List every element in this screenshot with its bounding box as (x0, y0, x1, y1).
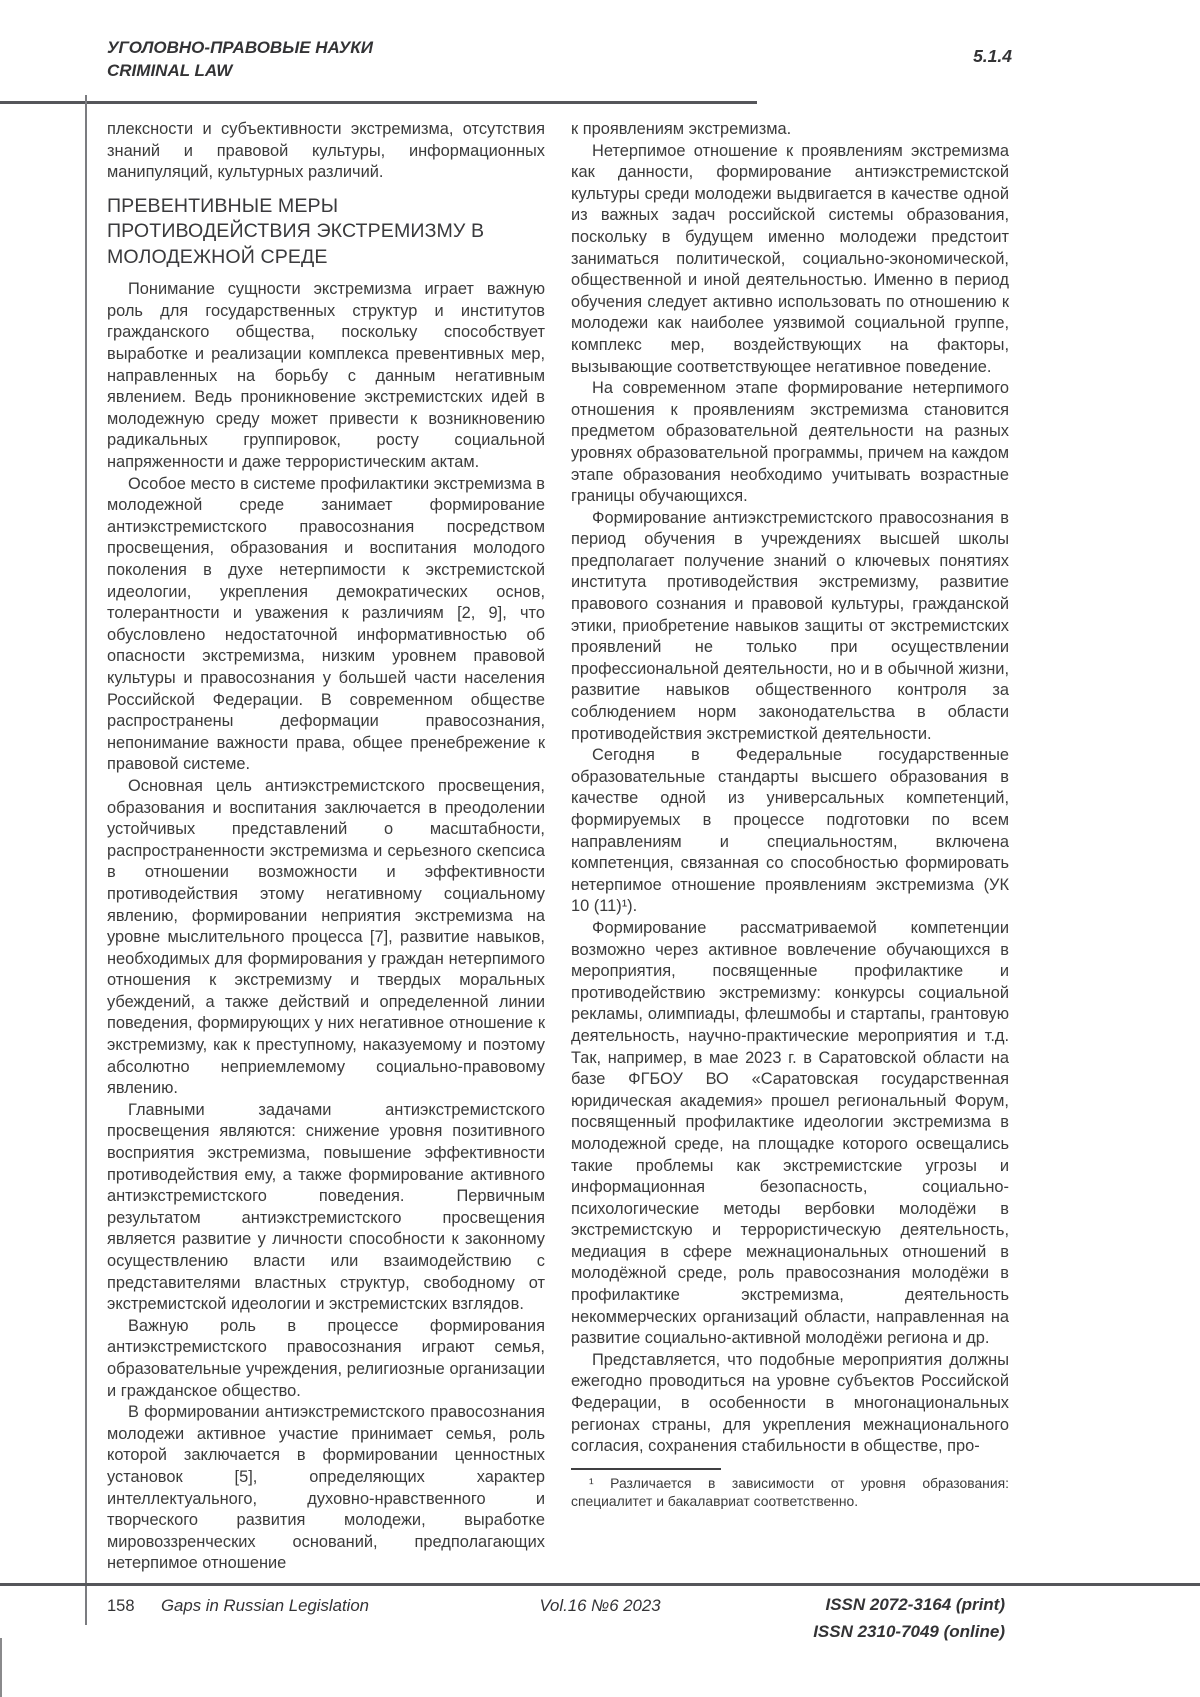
left-column-paragraphs (107, 279, 545, 1575)
paragraph: Формирование рассматриваемой компетенции возможно через активное вовлечение обучающихся в мероприятия, посвященные профилактике и противодействию экстремизму: конкурсы социальной рекламы, олимпиады, флешмобы и стартапы, грантовую деятельность, научно-практические мероприятия и т.д. Так, например, в мае 2023 г. в Саратовской области на базе ФГБОУ ВО «Саратовская государственная юридическая академия» прошел региональный Форум, посвященный профилактике идеологии экстремизма в молодежной среде, на площадке которого освещались такие проблемы как экстремистские угрозы и информационная безопасность, социально-психологические методы вербовки молодёжи в экстремистскую и террористическую деятельность, медиация в сфере межнациональных отношений в молодёжной среде, роль правосознания молодёжи в профилактике экстремизма, деятельность некоммерческих организаций области, направленная на развитие социально-активной молодёжи региона и др. (571, 918, 1009, 1348)
section-title-ru: УГОЛОВНО-ПРАВОВЫЕ НАУКИ (107, 38, 373, 57)
right-column-paragraphs (571, 141, 1009, 1458)
paragraph: В формировании антиэкстремистского правосознания молодежи активное участие принимает семья, роль которой заключается в формировании ценностных установок [5], определяющих характер интеллектуального, духовно-нравственного и творческого развития молодежи, выработке мировоззренческих оснований, предполагающих нетерпимое отношение (107, 1403, 545, 1573)
page-header (107, 36, 373, 82)
paragraph: Особое место в системе профилактики экстремизма в молодежной среде занимает формирование антиэкстремистского правосознания посредством просвещения, образования и воспитания молодого поколения в духе нетерпимости к экстремистской идеологии, укрепления демократических основ, толерантности и уважения к различиям [2, 9], что обусловлено недостаточной информативностью об опасности экстремизма, низким уровнем правовой культуры и правосознания у большей части населения Российской Федерации. В современном обществе распространены деформации правосознания, непонимание важности права, общее пренебрежение к правовой системе. (107, 474, 545, 774)
footnote (571, 1468, 1009, 1511)
left-margin-rule (85, 95, 87, 1625)
footnote-text: ¹ Различается в зависимости от уровня образования: специалитет и бакалавриат соответственно. (571, 1475, 1009, 1509)
article-section-heading: ПРЕВЕНТИВНЫЕ МЕРЫ ПРОТИВОДЕЙСТВИЯ ЭКСТРЕМИЗМУ В МОЛОДЕЖНОЙ СРЕДЕ (107, 194, 485, 268)
page-edge-mark (0, 1638, 2, 1697)
footnote-rule (571, 1468, 721, 1471)
paragraph: Формирование антиэкстремистского правосознания в период обучения в учреждениях высшей школы предполагает получение знаний о ключевых понятиях института противодействия экстремизму, развитие правового сознания и правовой культуры, гражданской этики, приобретение навыков защиты от экстремистских проявлений не только при осуществлении профессиональной деятельности, но и в обычной жизни, развитие навыков общественного контроля за соблюдением норм законодательства в области противодействия экстремисткой деятельности. (571, 508, 1009, 743)
paragraph-continuation: к проявлениям экстремизма. (571, 120, 792, 138)
paragraph: Представляется, что подобные мероприятия должны ежегодно проводиться на уровне субъектов Российской Федерации, в особенности в многонациональных регионах страны, для укрепления межнационального согласия, сохранения стабильности в обществе, про- (571, 1350, 1009, 1456)
article-body (107, 119, 1009, 1575)
journal-title: Gaps in Russian Legislation (161, 1596, 370, 1615)
left-column (107, 119, 545, 1575)
footer-rule (0, 1583, 1200, 1586)
right-column (571, 119, 1009, 1575)
paragraph: Сегодня в Федеральные государственные образовательные стандарты высшего образования в качестве одной из универсальных компетенций, формируемых в процессе подготовки по всем направлениям и специальностям, включена компетенция, связанная со способностью формировать нетерпимое отношение проявлениям экстремизма (УК 10 (11)¹). (571, 746, 1009, 916)
issn-print: ISSN 2072-3164 (print) (825, 1595, 1005, 1614)
paragraph: На современном этапе формирование нетерпимого отношения к проявлениям экстремизма становится предметом образовательной деятельности на разных уровнях образовательной программы, причем на каждом этапе образования необходимо учитывать возрастные границы обучающихся. (571, 379, 1009, 506)
page-number: 158 (107, 1597, 135, 1615)
paragraph: Главными задачами антиэкстремистского просвещения являются: снижение уровня позитивного восприятия экстремизма, повышение эффективности противодействия ему, а также формирование активного антиэкстремистского поведения. Первичным результатом антиэкстремистского просвещения является развитие у личности способности к законному осуществлению власти или взаимодействию с представителями властных структур, свободному от экстремистской идеологии и экстремистских взглядов. (107, 1100, 545, 1314)
paragraph: Нетерпимое отношение к проявлениям экстремизма как данности, формирование антиэкстремистской культуры среди молодежи выдвигается в качестве одной из важных задач российской системы образования, поскольку в будущем именно молодежи предстоит заниматься политической, социально-экономической, общественной и иной деятельностью. Именно в период обучения следует активно использовать по отношению к молодежи как наиболее уязвимой социальной группе, комплекс мер, воздействующих на факторы, вызывающие соответствующее негативное поведение. (571, 141, 1009, 376)
issn-block (813, 1592, 1005, 1645)
header-rule (0, 101, 757, 104)
issn-online: ISSN 2310-7049 (online) (813, 1621, 1005, 1641)
paragraph: Понимание сущности экстремизма играет важную роль для государственных структур и институтов гражданского общества, поскольку способствует выработке и реализации комплекса превентивных мер, направленных на борьбу с данным негативным явлением. Ведь проникновение экстремистских идей в молодежную среду может привести к возникновению радикальных группировок, росту социальной напряженности и даже террористическим актам. (107, 280, 545, 472)
issue-info: Vol.16 №6 2023 (539, 1596, 661, 1615)
section-title-en: CRIMINAL LAW (107, 61, 233, 80)
section-code: 5.1.4 (973, 46, 1012, 66)
paragraph-continuation: плексности и субъективности экстремизма, отсутствия знаний и правовой культуры, информационных манипуляций, культурных различий. (107, 120, 545, 182)
paragraph: Основная цель антиэкстремистского просвещения, образования и воспитания заключается в преодолении устойчивых представлений о масштабности, распространенности экстремизма и серьезного скепсиса в отношении возможности и эффективности противодействия этому негативному социальному явлению, формировании неприятия экстремизма на уровне мыслительного процесса [7], развитие навыков, необходимых для формирования у граждан нетерпимого отношения к экстремизму и твердых моральных убеждений, а также действий и определенной линии поведения, формирующих у них негативное отношение к экстремизму, как к преступному, наказуемому и поэтому абсолютно неприемлемому социально-правовому явлению. (107, 776, 545, 1098)
paragraph: Важную роль в процессе формирования антиэкстремистского правосознания играют семья, образовательные учреждения, религиозные организации и гражданское общество. (107, 1316, 545, 1400)
